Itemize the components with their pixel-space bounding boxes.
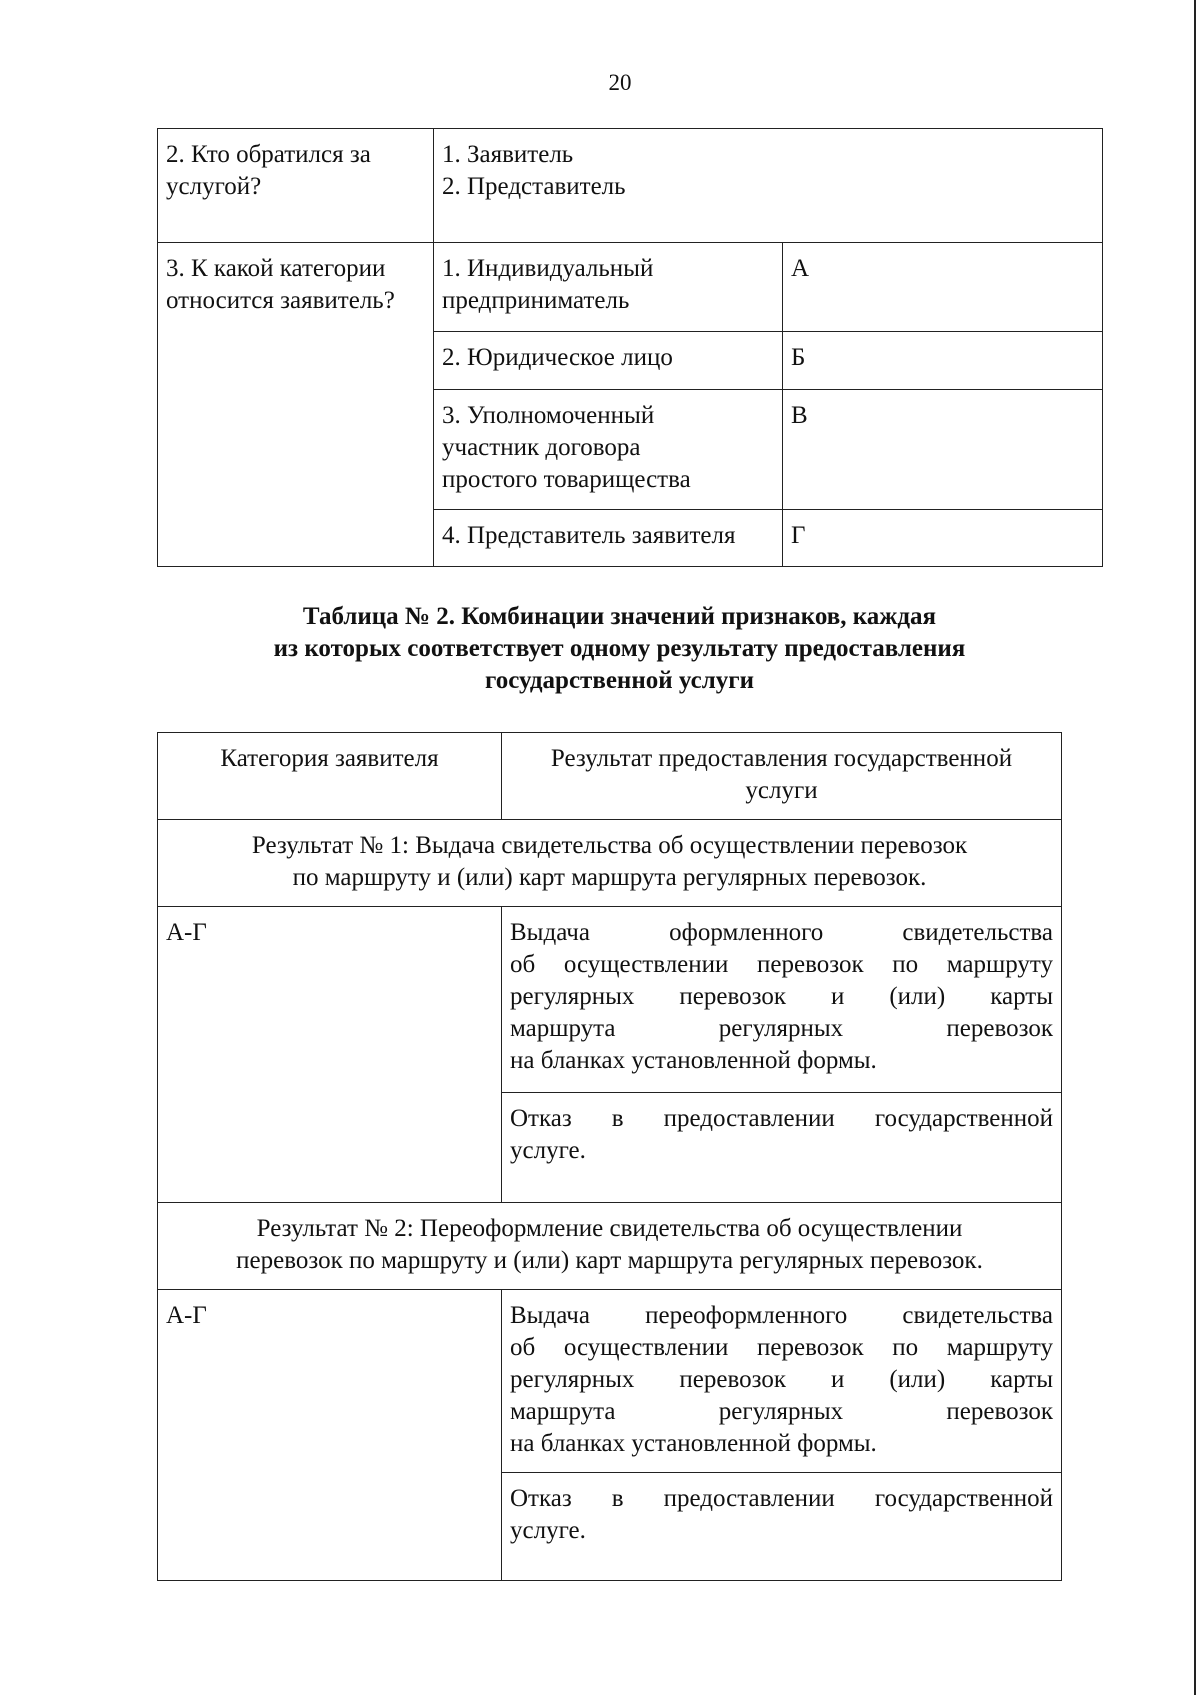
category-code-b: Б — [783, 331, 1103, 389]
category-code-v: В — [783, 389, 1103, 509]
category-option-1: 1. Индивидуальный предприниматель — [434, 242, 783, 331]
result-1-title: Результат № 1: Выдача свидетельства об осуществлении перевозок по маршруту и (или) карт маршрута регулярных перевозок. — [157, 819, 1062, 906]
page-number: 20 — [608, 70, 632, 95]
result-2-title: Результат № 2: Переоформление свидетельства об осуществлении перевозок по маршруту и (или) карт маршрута регулярных перевозок. — [157, 1202, 1062, 1289]
who-question-cell: 2. Кто обратился за услугой? — [157, 128, 434, 242]
category-option-2: 2. Юридическое лицо — [434, 331, 783, 389]
header-category-cell: Категория заявителя — [157, 732, 502, 819]
category-question-cell: 3. К какой категории относится заявитель? — [157, 242, 434, 567]
category-option-3: 3. Уполномоченный участник договора простого товарищества — [434, 389, 783, 509]
result-1-refusal: Отказ в предоставлении государственной услуге. — [502, 1092, 1062, 1202]
category-code-g: Г — [783, 509, 1103, 567]
table-2-heading: Таблица № 2. Комбинации значений признаков, каждая из которых соответствует одному результату предоставления государственной услуги — [273, 603, 966, 694]
page-edge-line — [1194, 0, 1196, 1695]
category-option-4: 4. Представитель заявителя — [434, 509, 783, 567]
result-1-category: А-Г — [157, 906, 502, 1202]
result-2-outcome: Выдача переоформленного свидетельства об осуществлении перевозок по маршруту регулярных перевозок и (или) карты маршрута регулярных перевозок на бланках установленной формы. — [502, 1289, 1062, 1472]
result-2-category: А-Г — [157, 1289, 502, 1581]
result-2-refusal: Отказ в предоставлении государственной услуге. — [502, 1472, 1062, 1581]
result-1-outcome: Выдача оформленного свидетельства об осуществлении перевозок по маршруту регулярных перевозок и (или) карты маршрута регулярных перевозок на бланках установленной формы. — [502, 906, 1062, 1092]
category-code-a: А — [783, 242, 1103, 331]
who-options-cell: 1. Заявитель 2. Представитель — [434, 128, 1103, 242]
header-result-cell: Результат предоставления государственной услуги — [502, 732, 1062, 819]
